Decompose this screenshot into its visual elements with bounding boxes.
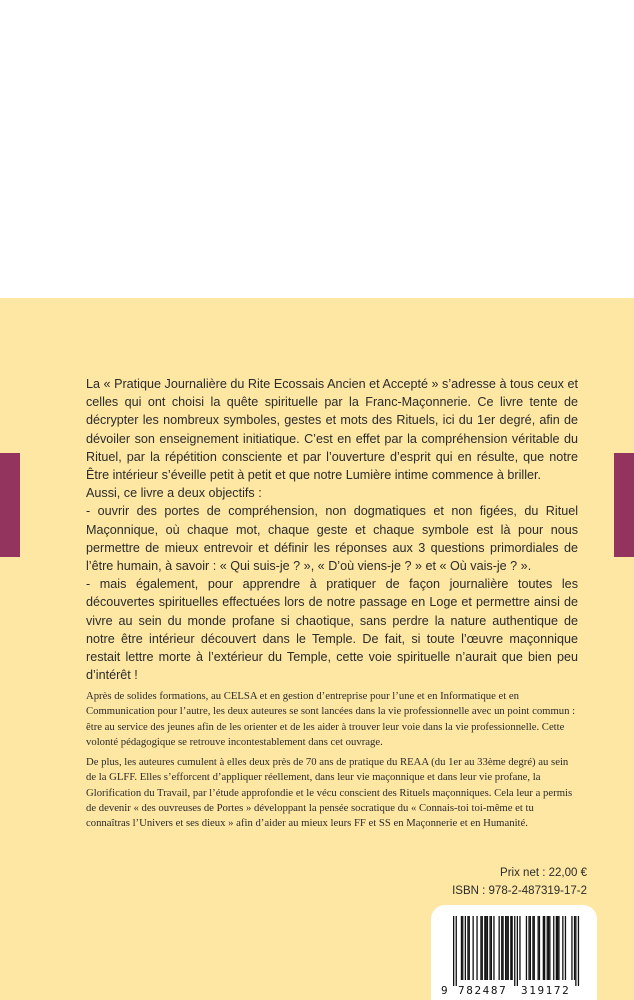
right-color-tab: [614, 453, 634, 557]
barcode-bar: [484, 916, 485, 980]
barcode-bar: [505, 916, 506, 980]
barcode-bar: [482, 916, 483, 980]
barcode-digits-right: 319172: [521, 984, 571, 996]
barcode-bar: [489, 916, 490, 980]
barcode-bar: [526, 916, 527, 980]
barcode-bar: [553, 916, 554, 980]
barcode-bar: [501, 916, 502, 980]
barcode-bar: [532, 916, 533, 980]
barcode-bar: [574, 916, 575, 980]
barcode-bar: [558, 916, 559, 980]
barcode-bar: [499, 916, 500, 980]
barcode-bar: [506, 916, 507, 980]
barcode-bar: [491, 916, 492, 980]
barcode-bar: [556, 916, 557, 980]
barcode-bar: [480, 916, 481, 980]
barcode-bar: [512, 916, 513, 980]
barcode-bar: [487, 916, 488, 980]
blurb-paragraph: Aussi, ce livre a deux objectifs :: [86, 486, 262, 501]
barcode-bar: [578, 916, 579, 986]
barcode-bar: [575, 916, 576, 986]
barcode-bar: [510, 916, 511, 980]
barcode-bar: [469, 916, 470, 980]
barcode-bar: [502, 916, 503, 980]
barcode-bar: [467, 916, 468, 980]
barcode-bar: [456, 916, 457, 986]
barcode-bar: [519, 916, 520, 980]
barcode-bar: [549, 916, 550, 980]
authors-paragraph: De plus, les auteures cumulent à elles deux près de 70 ans de pratique du REAA (du 1er au 33ème degré) au sein de la GLFF. Elles s’efforcent d’appliquer réellement, dans leur vie maçonnique et dans leur vie profane, la Glorification du Travail, par l’étude approfondie et le vécu conscient des Rituels maçonniques. Cela leur a permis de devenir « des ouvreuses de Portes » développant la pensée socratique du « Connais-toi toi-même et tu connaîtras l’Univers et ses dieux » afin d’aider au mieux leurs FF et SS en Maçonnerie et en Humanité.: [86, 756, 573, 830]
barcode-digit-first: 9: [441, 984, 448, 996]
barcode-bar: [493, 916, 494, 980]
barcode-bar: [453, 916, 454, 986]
barcode-bar: [461, 916, 462, 980]
barcode-bar: [562, 916, 563, 980]
barcode-bar: [538, 916, 539, 980]
barcode-bar: [547, 916, 548, 980]
barcode-bar: [571, 916, 572, 980]
authors-paragraph: Après de solides formations, au CELSA et en gestion d’entreprise pour l’une et en Informatique et en Communication pour l’autre, les deux auteures se sont lancées dans la vie professionnelle avec un point commun : être au service des jeunes afin de les orienter et de les aider à trouver leur voie dans la vie professionnelle. Cette volonté pédagogique se retrouve incontestablement dans cet ouvrage.: [86, 690, 576, 748]
barcode-bar: [473, 916, 474, 980]
left-color-tab: [0, 453, 20, 557]
cover-top-blank: [0, 0, 634, 298]
barcode-bar: [514, 916, 515, 986]
blurb-paragraph: La « Pratique Journalière du Rite Ecossais Ancien et Accepté » s’adresse à tous ceux et celles qui ont choisi la quête spirituelle par la Franc-Maçonnerie. Ce livre tente de décrypter les nombreux symboles, gestes et mots des Rituels, ici du 1er degré, afin de dévoiler son enseignement initiatique. C’est en effet par la compréhension véritable du Rituel, par la répétition consciente et par l’ouverture d’esprit qui en résulte, que notre Être intérieur s’éveille petit à petit et que notre Lumière intime commence à briller.: [86, 377, 578, 483]
barcode-bar: [534, 916, 535, 980]
isbn-barcode: [439, 914, 589, 996]
barcode-bar: [465, 916, 466, 980]
barcode-bar: [539, 916, 540, 980]
barcode-bar: [548, 916, 549, 980]
barcode-bar: [476, 916, 477, 980]
barcode-digits-left: 782487: [458, 984, 508, 996]
pricing-info: [452, 864, 587, 900]
barcode-bar: [557, 916, 558, 980]
barcode-bars: [453, 916, 579, 986]
barcode-bar: [462, 916, 463, 980]
blurb-objective: - ouvrir des portes de compréhension, non dogmatiques et non figées, du Rituel Maçonnique, où chaque mot, chaque geste et chaque symbole est là pour nous permettre de mieux entrevoir et définir les réponses aux 3 questions primordiales de l’être humain, à savoir : « Qui suis-je ? », « D’où viens-je ? » et « Où vais-je ? ».: [86, 504, 578, 574]
price-label: Prix net : 22,00 €: [500, 867, 587, 879]
book-blurb: [86, 375, 578, 684]
barcode-bar: [517, 916, 518, 986]
barcode-bar: [543, 916, 544, 980]
authors-bio: [86, 689, 578, 832]
barcode-panel: [431, 905, 597, 1000]
barcode-bar: [544, 916, 545, 980]
barcode-bar: [530, 916, 531, 980]
barcode-bar: [508, 916, 509, 980]
barcode-bar: [528, 916, 529, 980]
isbn-label: ISBN : 978-2-487319-17-2: [452, 885, 587, 897]
blurb-objective: - mais également, pour apprendre à pratiquer de façon journalière toutes les découvertes spirituelles effectuées lors de notre passage en Loge et permettre ainsi de vivre au sein du monde profane si chaotique, sans perdre la nature authentique de notre être intérieur découvert dans le Temple. De fait, si toute l’œuvre maçonnique restait lettre morte à l’extérieur du Temple, cette voie spirituelle n’aurait que bien peu d’intérêt !: [86, 577, 578, 683]
barcode-bar: [565, 916, 566, 980]
barcode-bar: [486, 916, 487, 980]
